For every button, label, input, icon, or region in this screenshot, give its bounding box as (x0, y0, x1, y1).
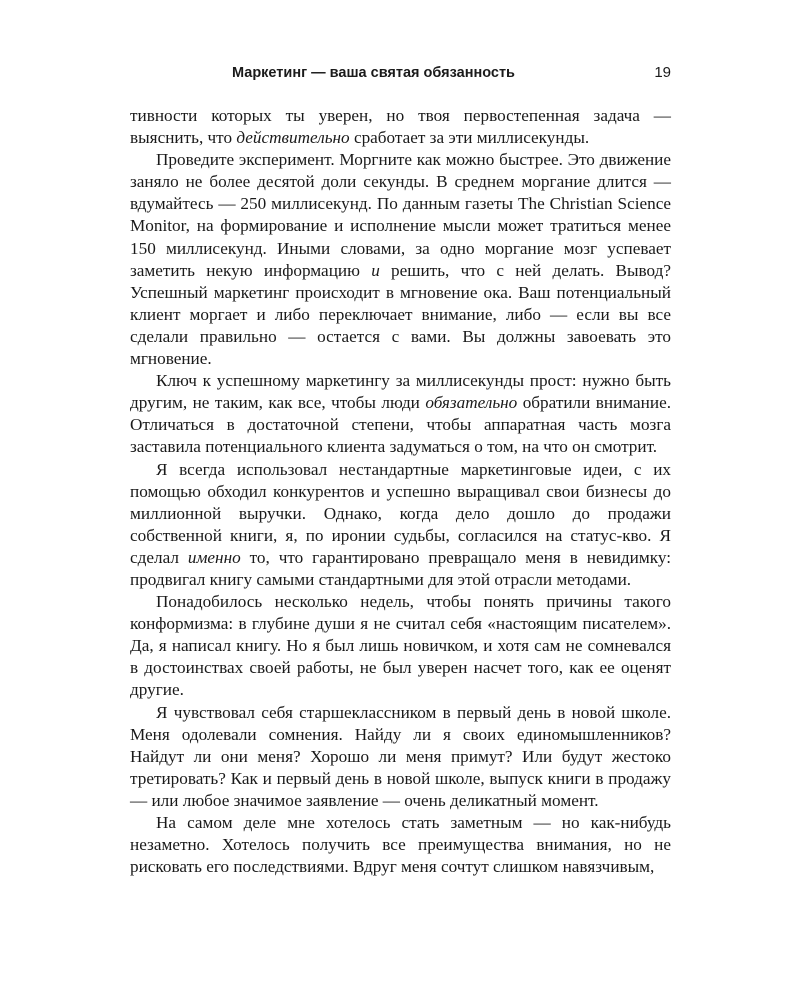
text-run: сработает за эти миллисекунды. (349, 128, 590, 148)
text-run: Понадобилось несколько недель, чтобы понять причины такого конформизма: в глубине души я не считал себя «настоящим писателем». Да, я написал книгу. Но я был лишь новичком, и хотя сам не сомневался в достоинствах своей работы, не был уверен насчет того, как ее оценят другие. (130, 592, 671, 700)
text-run: обратили внимание. Отличаться в достаточной степени, чтобы аппаратная часть мозга заставила потенциального клиента задуматься о том, на что он смотрит. (130, 393, 671, 457)
italic-emphasis: и (371, 260, 380, 280)
paragraph-5 (130, 591, 671, 701)
text-run: решить, что с ней делать. Вывод? Успешный маркетинг происходит в мгновение ока. Ваш потенциальный клиент моргает и либо переключает внимание, либо — если вы все сделали правильно — остается с вами. Вы должны завоевать это мгновение. (130, 260, 671, 369)
paragraph-4 (130, 459, 671, 592)
text-run: На самом деле мне хотелось стать заметным — но как-нибудь незаметно. Хотелось получить все преимущества внимания, но не рисковать его последствиями. Вдруг меня сочтут слишком навязчивым, (130, 813, 671, 877)
body-text (130, 105, 671, 878)
paragraph-1 (130, 105, 671, 149)
page-number: 19 (654, 64, 671, 81)
running-head (130, 63, 671, 85)
paragraph-6 (130, 702, 671, 812)
running-head-title: Маркетинг — ваша святая обязанность (232, 65, 515, 81)
text-run: то, что гарантировано превращало меня в невидимку: продвигал книгу самыми стандартными для этой отрасли методами. (130, 547, 671, 589)
text-run: Проведите эксперимент. Моргните как можно быстрее. Это движение заняло не более десятой доли секунды. В среднем моргание длится — вдумайтесь — 250 миллисекунд. По данным газеты The Christian Science Monitor, на формирование и исполнение мысли может тратиться менее 150 миллисекунд. Иными словами, за одно моргание мозг успевает заметить некую информацию (130, 150, 671, 280)
text-run: тивности которых ты уверен, но твоя первостепенная задача — выяснить, что (130, 106, 671, 148)
italic-emphasis: именно (187, 547, 241, 567)
text-run: Я всегда использовал нестандартные маркетинговые идеи, с их помощью обходил конкурентов и успешно выращивал свои бизнесы до миллионной выручки. Однако, когда дело дошло до продажи собственной книги, я, по иронии судьбы, согласился на статус-кво. Я сделал (130, 459, 671, 567)
paragraph-3 (130, 370, 671, 458)
text-run: Я чувствовал себя старшеклассником в первый день в новой школе. Меня одолевали сомнения. Найду ли я своих единомышленников? Найдут ли они меня? Хорошо ли меня примут? Или будут жестоко третировать? Как и первый день в новой школе, выпуск книги в продажу — или любое значимое заявление — очень деликатный момент. (130, 702, 671, 810)
paragraph-2 (130, 149, 671, 370)
text-run: Ключ к успешному маркетингу за миллисекунды прост: нужно быть другим, не таким, как все, чтобы люди (130, 371, 671, 413)
book-page (130, 0, 671, 1000)
italic-emphasis: действительно (236, 128, 350, 148)
italic-emphasis: обязательно (425, 393, 518, 413)
paragraph-7 (130, 812, 671, 878)
